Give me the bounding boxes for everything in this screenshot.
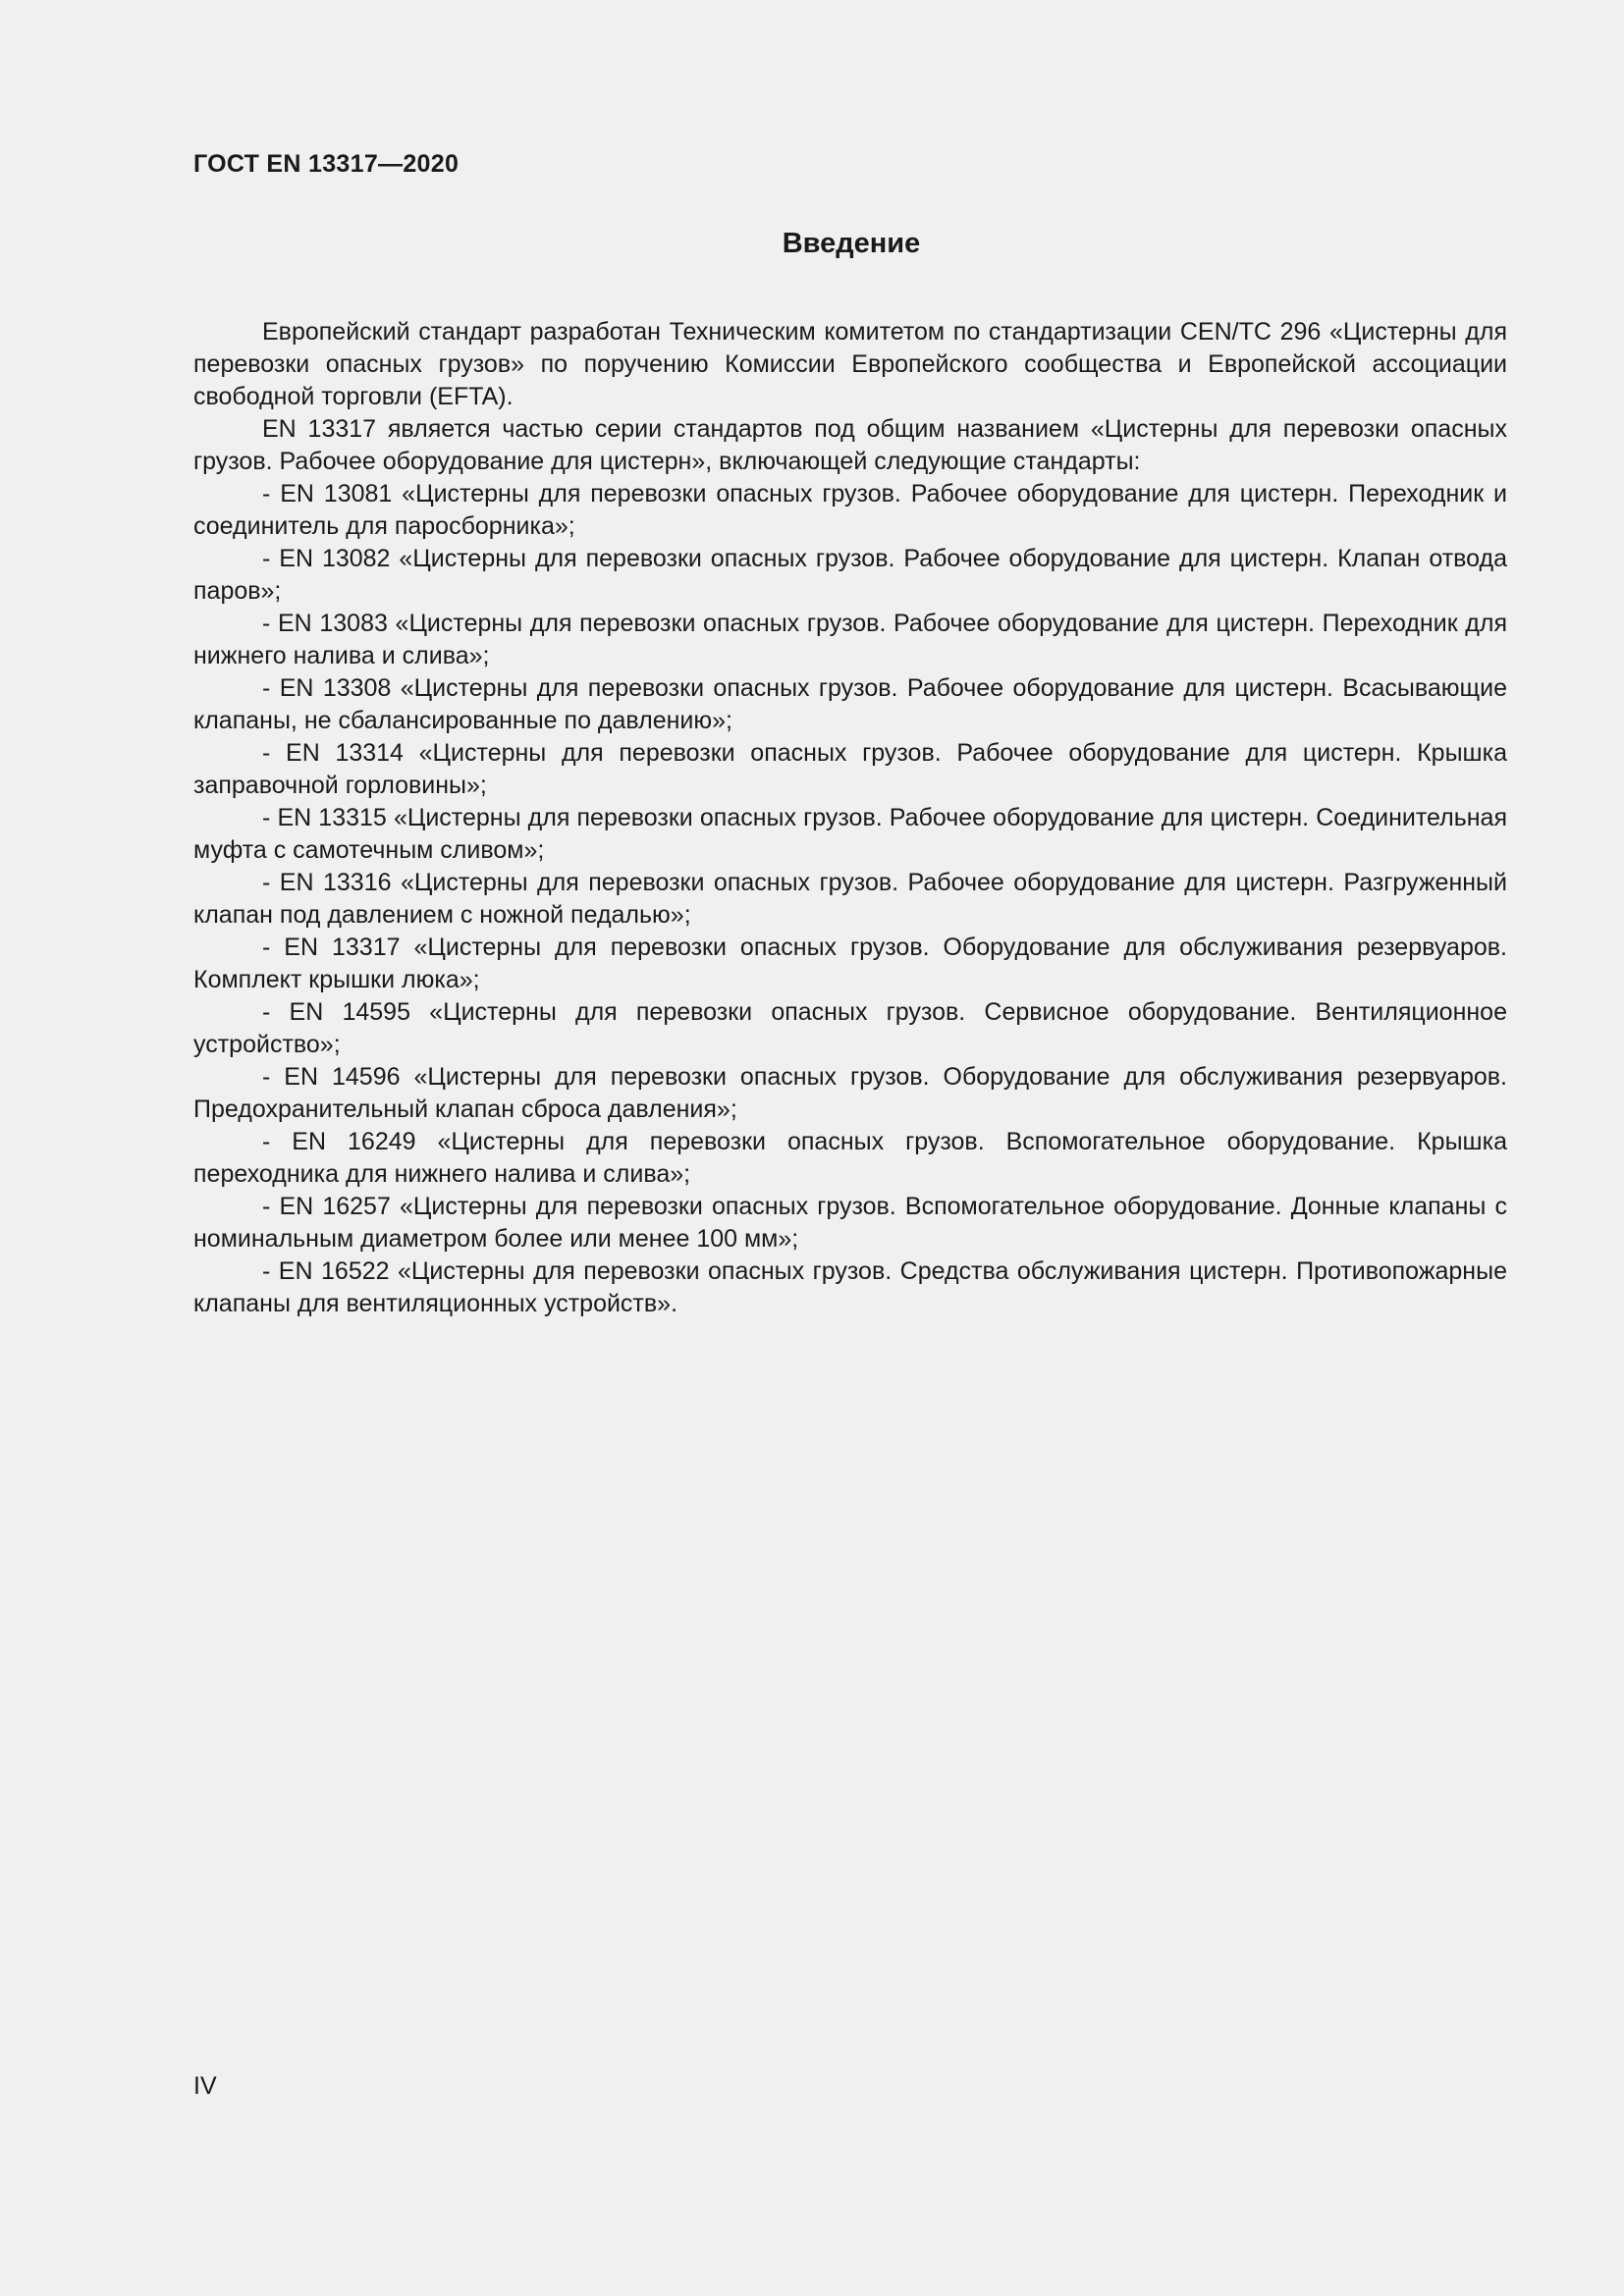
list-item: - EN 13081 «Цистерны для перевозки опасных грузов. Рабочее оборудование для цистерн. Переходник и соединитель для паросборника»;: [193, 480, 1507, 540]
list-item: - EN 14596 «Цистерны для перевозки опасных грузов. Оборудование для обслуживания резервуаров. Предохранительный клапан сброса давления»;: [193, 1063, 1507, 1123]
list-item: - EN 16522 «Цистерны для перевозки опасных грузов. Средства обслуживания цистерн. Противопожарные клапаны для вентиляционных устройств».: [193, 1257, 1507, 1317]
list-item: - EN 16257 «Цистерны для перевозки опасных грузов. Вспомогательное оборудование. Донные клапаны с номинальным диаметром более или менее 100 мм»;: [193, 1193, 1507, 1253]
page-number: IV: [193, 2072, 217, 2100]
list-item: - EN 16249 «Цистерны для перевозки опасных грузов. Вспомогательное оборудование. Крышка переходника для нижнего налива и слива»;: [193, 1128, 1507, 1188]
paragraph-series: EN 13317 является частью серии стандартов под общим названием «Цистерны для перевозки опасных грузов. Рабочее оборудование для цистерн», включающей следующие стандарты:: [193, 415, 1507, 475]
list-item: - EN 13316 «Цистерны для перевозки опасных грузов. Рабочее оборудование для цистерн. Разгруженный клапан под давлением с ножной педалью»;: [193, 869, 1507, 929]
document-header: ГОСТ EN 13317—2020: [193, 150, 460, 178]
list-item: - EN 13083 «Цистерны для перевозки опасных грузов. Рабочее оборудование для цистерн. Переходник для нижнего налива и слива»;: [193, 610, 1507, 669]
document-body: [193, 316, 1507, 1320]
list-item: - EN 13314 «Цистерны для перевозки опасных грузов. Рабочее оборудование для цистерн. Крышка заправочной горловины»;: [193, 739, 1507, 799]
paragraph-intro: Европейский стандарт разработан Техническим комитетом по стандартизации CEN/TC 296 «Цистерны для перевозки опасных грузов» по поручению Комиссии Европейского сообщества и Европейской ассоциации свободной торговли (EFTA).: [193, 318, 1507, 410]
page-title: Введение: [782, 228, 921, 259]
list-item: - EN 14595 «Цистерны для перевозки опасных грузов. Сервисное оборудование. Вентиляционное устройство»;: [193, 998, 1507, 1058]
list-item: - EN 13308 «Цистерны для перевозки опасных грузов. Рабочее оборудование для цистерн. Всасывающие клапаны, не сбалансированные по давлению»;: [193, 674, 1507, 734]
list-item: - EN 13082 «Цистерны для перевозки опасных грузов. Рабочее оборудование для цистерн. Клапан отвода паров»;: [193, 545, 1507, 605]
list-item: - EN 13317 «Цистерны для перевозки опасных грузов. Оборудование для обслуживания резервуаров. Комплект крышки люка»;: [193, 934, 1507, 993]
list-item: - EN 13315 «Цистерны для перевозки опасных грузов. Рабочее оборудование для цистерн. Соединительная муфта с самотечным сливом»;: [193, 804, 1507, 864]
